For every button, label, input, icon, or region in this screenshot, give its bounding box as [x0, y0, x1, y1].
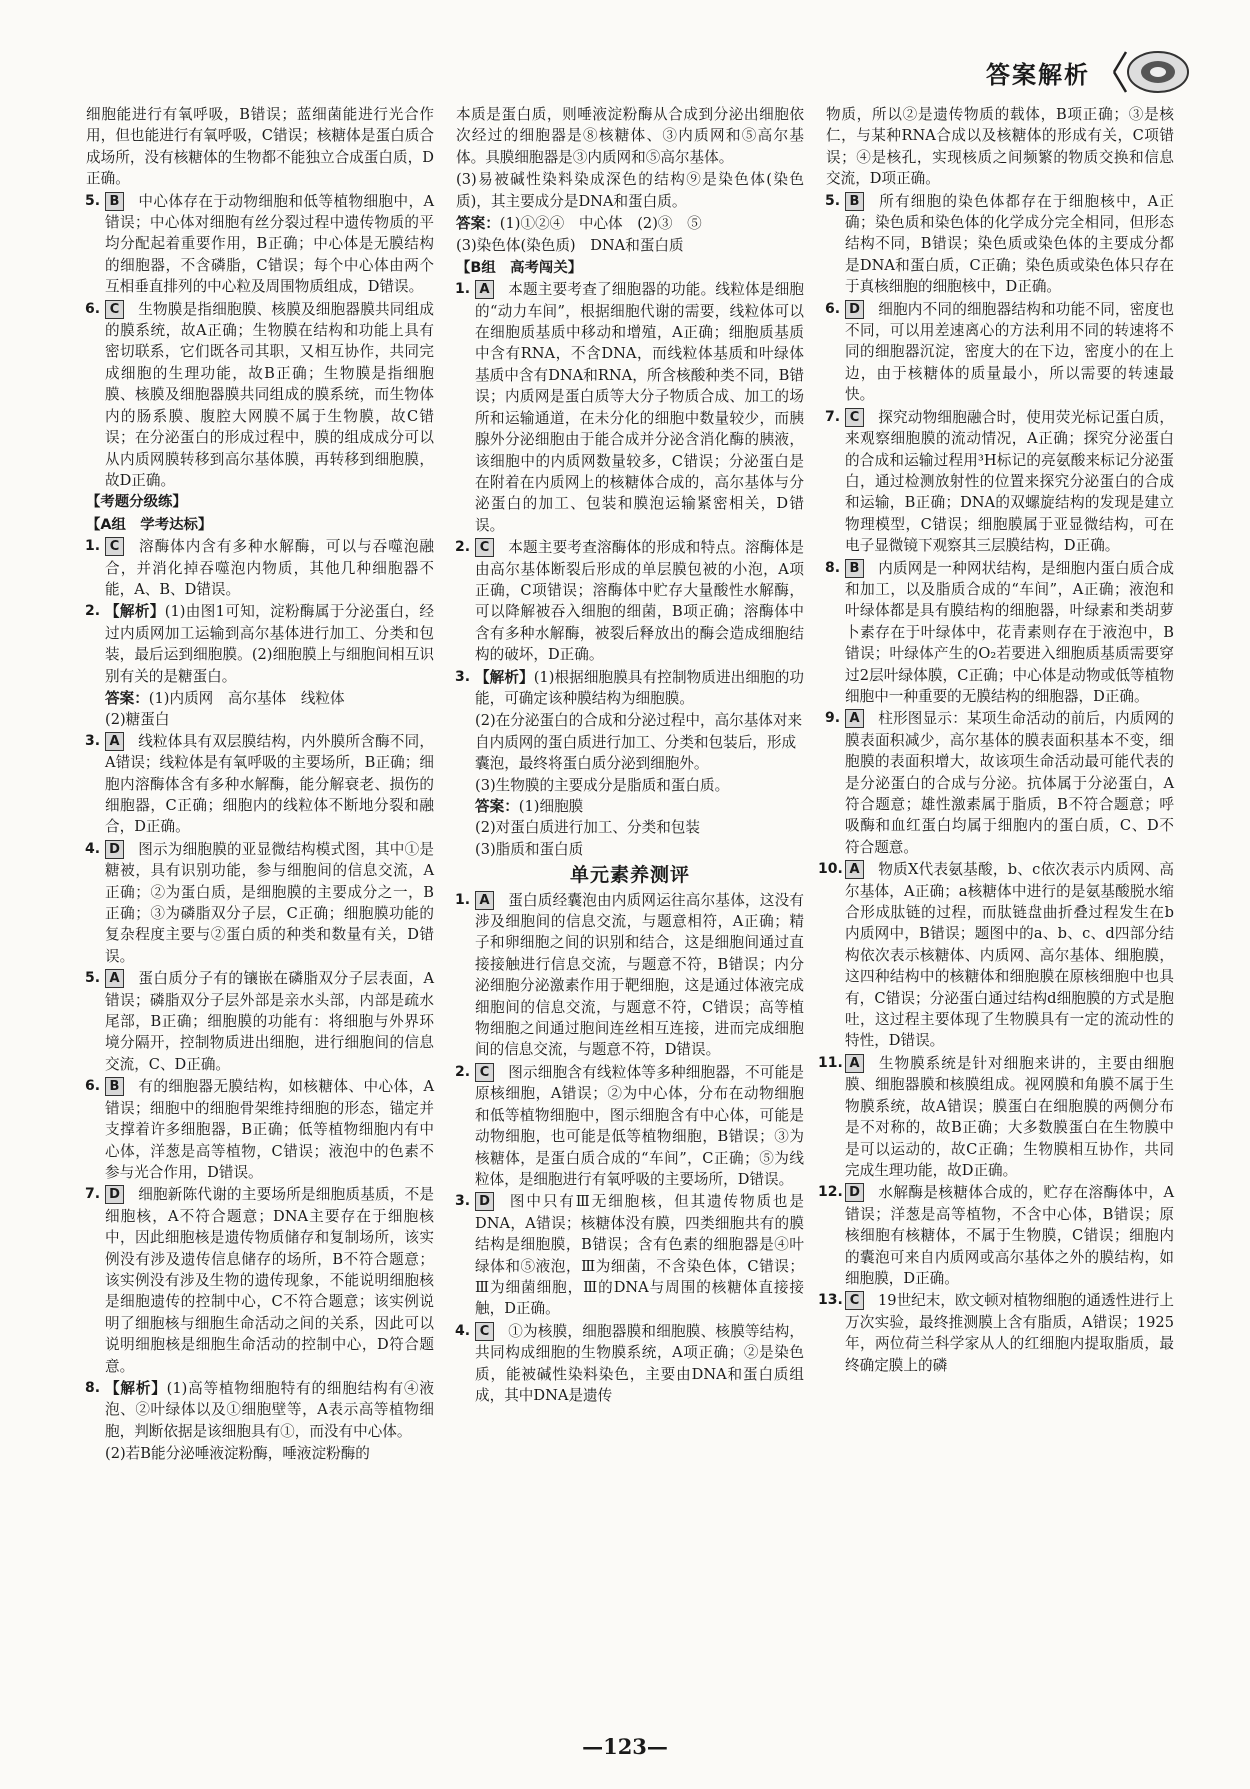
answer-item-11: 11. A 生物膜系统是针对细胞来讲的，主要由细胞膜、细胞器膜和核膜组成。视网膜和角膜不属于生物膜系统，故A错误；膜蛋白在细胞膜的两侧分布是不对称的，故B正确；大多数膜蛋白在生物膜中是可以运动的，故C正确；生物膜相互协作，共同完成生理功能，故D正确。 — [818, 1054, 1174, 1179]
answer-item-a6: 6. B 有的细胞器无膜结构，如核糖体、中心体，A错误；细胞中的细胞骨架维持细胞的形态，锚定并支撑着许多细胞器，B正确；低等植物细胞内有中心体，洋葱是高等植物，C错误；液泡中的色素不参与光合作用，D错误。 — [85, 1078, 434, 1181]
answer-line: (2)对蛋白质进行加工、分类和包装 — [475, 819, 700, 837]
book-logo-icon — [1100, 46, 1192, 98]
paragraph-continued: (3)易被碱性染料染成深色的结构⑨是染色体(染色质)，其主要成分是DNA和蛋白质。 — [456, 171, 804, 210]
answer-item-13: 13. C 19世纪末，欧文顿对植物细胞的通透性进行上万次实验，最终推测膜上含有脂质，A错误；1925年，两位荷兰科学家从人的红细胞内提取脂质，最终确定膜上的磷 — [818, 1292, 1174, 1374]
answer-choice-badge: C — [845, 408, 864, 427]
answer-choice-badge: D — [105, 1185, 124, 1204]
answer-item-a1: 1. C 溶酶体内含有多种水解酶，可以与吞噬泡融合，并消化掉吞噬泡内物质，其他几种细胞器不能，A、B、D错误。 — [85, 538, 434, 598]
answer-item-6: 6. C 生物膜是指细胞膜、核膜及细胞器膜共同组成的膜系统，故A正确；生物膜在结构和功能上具有密切联系，它们既各司其职，又相互协作，共同完成细胞的生理功能，故B正确；生物膜是指细胞膜、核膜及细胞器膜共同组成的膜系统，而生物体内的肠系膜、腹腔大网膜不属于生物膜，故C错误；在分泌蛋白的形成过程中，膜的组成成分可以从内质网膜转移到高尔基体膜，再转移到细胞膜，故D正确。 — [85, 300, 434, 489]
column-right — [818, 104, 1174, 1696]
page-number: —123— — [582, 1734, 668, 1759]
answer-item-a7: 7. D 细胞新陈代谢的主要场所是细胞质基质，不是细胞核，A不符合题意；DNA主要存在于细胞核中，因此细胞核是遗传物质储存和复制场所，该实例没有涉及遗传信息储存的场所，B不符合题意；该实例没有涉及生物的遗传现象，不能说明细胞核是细胞遗传的控制中心，C不符合题意；该实例说明了细胞核与细胞生命活动之间的关系，因此可以说明细胞核是细胞生命活动的控制中心，D符合题意。 — [85, 1186, 434, 1375]
answer-item-u1: 1. A 蛋白质经囊泡由内质网运往高尔基体，这没有涉及细胞间的信息交流，与题意相符，A正确；精子和卵细胞之间的识别和结合，这是细胞间通过直接接触进行信息交流，与题意不符，B错误；内分泌细胞分泌激素作用于靶细胞，这是通过体液完成细胞间的信息交流，与题意不符，C错误；高等植物细胞之间通过胞间连丝相互连接，进而完成细胞间的信息交流，与题意不符，D错误。 — [455, 891, 804, 1059]
answer-choice-badge: C — [105, 300, 124, 319]
answer-choice-badge: C — [475, 538, 494, 557]
answer-item-7: 7. C 探究动物细胞融合时，使用荧光标记蛋白质，来观察细胞膜的流动情况，A正确；探究分泌蛋白的合成和运输过程用³H标记的亮氨酸来标记分泌蛋白，通过检测放射性的位置来探究分泌蛋白的合成和运输，B正确；DNA的双螺旋结构的发现是建立物理模型，C错误；细胞膜属于亚显微结构，可在电子显微镜下观察其三层膜结构，D正确。 — [825, 408, 1174, 555]
answer-item-5: 5. B 所有细胞的染色体都存在于细胞核中，A正确；染色质和染色体的化学成分完全相同，但形态结构不同，B错误；染色质或染色体的主要成分都是DNA和蛋白质，C正确；染色质或染色体只存在于真核细胞的细胞核中，D正确。 — [825, 192, 1174, 296]
section-heading: 【A组 学考达标】 — [86, 516, 213, 533]
answer-choice-badge: A — [845, 709, 864, 728]
answer-choice-badge: A — [845, 860, 864, 879]
answer-item-12: 12. D 水解酶是核糖体合成的，贮存在溶酶体中，A错误；洋葱是高等植物，不含中心体，B错误；原核细胞有核糖体，不属于生物膜，C错误；细胞内的囊泡可来自内质网或高尔基体之外的膜结构，如细胞膜，D正确。 — [818, 1184, 1174, 1287]
answer-item-6: 6. D 细胞内不同的细胞器结构和功能不同，密度也不同，可以用差速离心的方法利用不同的转速将不同的细胞器沉淀，密度大的在下边，密度小的在上边，由于核糖体的质量最小，所以需要的转速最快。 — [825, 300, 1174, 404]
answer-choice-badge: B — [105, 1077, 124, 1096]
paragraph-continued: 本质是蛋白质，则唾液淀粉酶从合成到分泌出细胞依次经过的细胞器是⑧核糖体、③内质网和⑤高尔基体。具膜细胞器是③内质网和⑤高尔基体。 — [456, 106, 804, 166]
answer-choice-badge: D — [475, 1192, 494, 1211]
answer-choice-badge: C — [475, 1063, 494, 1082]
answer-item-u4: 4. C ①为核膜，细胞器膜和细胞膜、核膜等结构，共同构成细胞的生物膜系统，A项正确；②是染色质，能被碱性染料染色，主要由DNA和蛋白质组成，其中DNA是遗传 — [455, 1322, 804, 1404]
answer-choice-badge: B — [105, 192, 124, 211]
answer-choice-badge: C — [475, 1322, 494, 1341]
answer-choice-badge: A — [105, 732, 124, 751]
section-heading: 【考题分级练】 — [86, 494, 187, 511]
answer-choice-badge: A — [475, 280, 494, 299]
answer-item-a8: 8. 【解析】(1)高等植物细胞特有的细胞结构有④液泡、②叶绿体以及①细胞壁等，A表示高等植物细胞，判断依据是该细胞具有①，而没有中心体。 — [85, 1379, 434, 1440]
answer-choice-badge: D — [845, 1183, 864, 1202]
answer-line: (2)糖蛋白 — [105, 711, 170, 729]
answer-choice-badge: C — [105, 537, 124, 556]
answer-item-10: 10. A 物质X代表氨基酸，b、c依次表示内质网、高尔基体，A正确；a核糖体中进行的是氨基酸脱水缩合形成肽链的过程，而肽链盘曲折叠过程发生在b内质网中，B错误；题图中的a、b、c、d四部分结构依次表示核糖体、内质网、高尔基体、细胞膜，这四种结构中的核糖体和细胞膜在原核细胞中也具有，C错误；分泌蛋白通过结构d细胞膜的方式是胞吐，这过程主要体现了生物膜具有一定的流动性的特性，D错误。 — [818, 861, 1174, 1050]
section-heading: 【B组 高考闯关】 — [456, 259, 583, 276]
answer-item-a4: 4. D 图示为细胞膜的亚显微结构模式图，其中①是糖被，具有识别功能，参与细胞间的信息交流，A正确；②为蛋白质，是细胞膜的主要成分之一，B正确；③为磷脂双分子层，C正确；细胞膜功能的复杂程度主要与②蛋白质的种类和数量有关，D错误。 — [85, 840, 434, 965]
answer-line: 答案：(1)细胞膜 — [475, 798, 584, 815]
answer-line: (3)生物膜的主要成分是脂质和蛋白质。 — [475, 776, 730, 794]
answer-line: (2)若B能分泌唾液淀粉酶，唾液淀粉酶的 — [105, 1445, 370, 1463]
answer-item-b2: 2. C 本题主要考查溶酶体的形成和特点。溶酶体是由高尔基体断裂后形成的单层膜包被的小泡，A项正确，C项错误；溶酶体中贮存大量酸性水解酶，可以降解被吞入细胞的细菌，B项正确；溶酶体中含有多种水解酶，被裂后释放出的酶会造成细胞结构的破坏，D正确。 — [455, 539, 804, 664]
page-header — [986, 46, 1192, 98]
answer-choice-badge: A — [845, 1054, 864, 1073]
answer-line: 答案：(1)内质网 高尔基体 线粒体 — [105, 689, 345, 707]
answer-item-9: 9. A 柱形图显示：某项生命活动的前后，内质网的膜表面积减少，高尔基体的膜表面积基本不变，细胞膜的表面积增大，故该项生命活动最可能代表的是分泌蛋白的合成与分泌。抗体属于分泌蛋白，A符合题意；雄性激素属于脂质，B不符合题意；呼吸酶和血红蛋白均属于细胞内的蛋白质，C、D不符合题意。 — [825, 710, 1174, 856]
answer-choice-badge: D — [105, 840, 124, 859]
header-title: 答案解析 — [986, 60, 1090, 89]
answer-choice-badge: A — [105, 969, 124, 988]
paragraph-continued: 细胞能进行有氧呼吸，B错误；蓝细菌能进行光合作用，但也能进行有氧呼吸，C错误；核糖体是蛋白质合成场所，没有核糖体的生物都不能独立合成蛋白质，D正确。 — [86, 106, 434, 188]
answer-item-5: 5. B 中心体存在于动物细胞和低等植物细胞中，A错误；中心体对细胞有丝分裂过程中遗传物质的平均分配起着重要作用，B正确；中心体是无膜结构的细胞器，不含磷脂，C错误；每个中心体由两个互相垂直排列的中心粒及周围物质组成，D错误。 — [85, 192, 434, 296]
answer-line: (3)脂质和蛋白质 — [475, 840, 584, 858]
unit-title: 单元素养测评 — [569, 864, 690, 887]
answer-line: 答案：(1)①②④ 中心体 (2)③ ⑤ — [456, 215, 702, 233]
answer-choice-badge: C — [845, 1291, 864, 1310]
paragraph-continued: 物质，所以②是遗传物质的载体，B项正确；③是核仁，与某种RNA合成以及核糖体的形成有关，C项错误；④是核孔，实现核质之间频繁的物质交换和信息交流，D项正确。 — [826, 106, 1174, 188]
answer-choice-badge: D — [845, 300, 864, 319]
answer-item-u3: 3. D 图中只有Ⅲ无细胞核，但其遗传物质也是DNA，A错误；核糖体没有膜，四类细胞共有的膜结构是细胞膜，B错误；含有色素的细胞器是④叶绿体和⑤液泡，Ⅲ为细菌，不含染色体，C错误；Ⅲ为细菌细胞，Ⅲ的DNA与周围的核糖体直接接触，D正确。 — [455, 1193, 804, 1318]
answer-item-u2: 2. C 图示细胞含有线粒体等多种细胞器，不可能是原核细胞，A错误；②为中心体，分布在动物细胞和低等植物细胞中，图示细胞含有中心体，可能是动物细胞，也可能是低等植物细胞，B错误；③为核糖体，是蛋白质合成的“车间”，C正确；⑤为线粒体，是细胞进行有氧呼吸的主要场所，D错误。 — [455, 1063, 804, 1188]
answer-choice-badge: B — [845, 559, 864, 578]
answer-item-8: 8. B 内质网是一种网状结构，是细胞内蛋白质合成和加工，以及脂质合成的“车间”，A正确；液泡和叶绿体都是具有膜结构的细胞器，叶绿素和类胡萝卜素存在于叶绿体中，花青素则存在于液泡中，B错误；叶绿体产生的O₂若要进入细胞质基质需要穿过2层叶绿体膜，C正确；中心体是动物或低等植物细胞中一种重要的无膜结构的细胞器，D正确。 — [825, 559, 1174, 705]
answer-item-a2: 2. 【解析】(1)由图1可知，淀粉酶属于分泌蛋白，经过内质网加工运输到高尔基体进行加工、分类和包装，最后运到细胞膜。(2)细胞膜上与细胞间相互识别有关的是糖蛋白。 — [85, 603, 434, 685]
answer-choice-badge: B — [845, 192, 864, 211]
column-middle — [456, 104, 804, 1696]
answer-item-a3: 3. A 线粒体具有双层膜结构，内外膜所含酶不同，A错误；线粒体是有氧呼吸的主要场所，B正确；细胞内溶酶体含有多种水解酶，能分解衰老、损伤的细胞器，C正确；细胞内的线粒体不断地分裂和融合，D正确。 — [85, 732, 434, 836]
answer-line: (3)染色体(染色质) DNA和蛋白质 — [456, 237, 684, 255]
answer-item-a5: 5. A 蛋白质分子有的镶嵌在磷脂双分子层表面，A错误；磷脂双分子层外部是亲水头部，内部是疏水尾部，B正确；细胞膜的功能有：将细胞与外界环境分隔开，控制物质进出细胞，进行细胞间的信息交流，C、D正确。 — [85, 970, 434, 1073]
answer-line: (2)在分泌蛋白的合成和分泌过程中，高尔基体对来自内质网的蛋白质进行加工、分类和包装后，形成囊泡，最终将蛋白质分泌到细胞外。 — [475, 712, 803, 773]
answer-choice-badge: A — [475, 891, 494, 910]
answer-item-b1: 1. A 本题主要考查了细胞器的功能。线粒体是细胞的“动力车间”，根据细胞代谢的需要，线粒体可以在细胞质基质中移动和增殖，A正确；细胞质基质中含有RNA，不含DNA，而线粒体基质和叶绿体基质中含有DNA和RNA，所含核酸种类不同，B错误；内质网是蛋白质等大分子物质合成、加工的场所和运输通道，在未分化的细胞中数量较少，而胰腺外分泌细胞由于能合成并分泌含消化酶的胰液，该细胞中的内质网数量较多，C错误；分泌蛋白是在附着在内质网上的核糖体合成的，高尔基体与分泌蛋白的加工、包装和膜泡运输紧密相关，D错误。 — [455, 281, 804, 534]
answer-item-b3: 3. 【解析】(1)根据细胞膜具有控制物质进出细胞的功能，可确定该种膜结构为细胞膜。 — [455, 668, 804, 707]
column-left — [86, 104, 434, 1696]
